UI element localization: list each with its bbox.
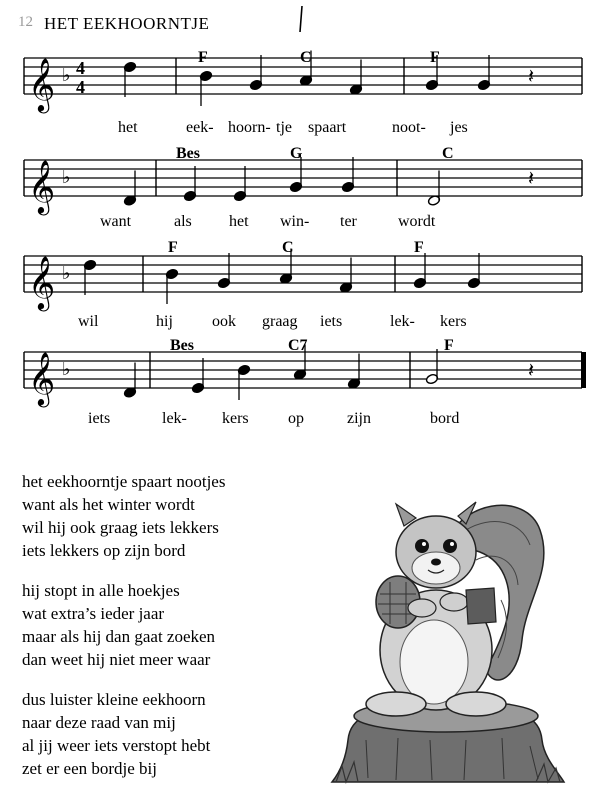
lyric-syllable: op — [288, 410, 304, 427]
verse-line: iets lekkers op zijn bord — [22, 541, 186, 560]
lyric-syllable: noot- — [392, 119, 426, 136]
key-signature-flat: ♭ — [62, 359, 71, 379]
lyric-syllable: ook — [212, 313, 236, 330]
lyric-syllable: hoorn- — [228, 119, 271, 136]
lyric-syllable: graag — [262, 313, 298, 330]
lyric-syllable: spaart — [308, 119, 347, 136]
chord-symbol: F — [168, 239, 178, 256]
pen-mark — [300, 6, 302, 32]
lyric-syllable: tje — [276, 119, 292, 136]
chord-symbol: C7 — [288, 337, 308, 354]
treble-clef: 𝄞 — [28, 257, 56, 308]
verse-line: dus luister kleine eekhoorn — [22, 690, 206, 709]
lyric-syllable: kers — [222, 410, 249, 427]
quarter-rest: 𝄽 — [528, 360, 535, 382]
key-signature-flat: ♭ — [62, 167, 71, 187]
chord-symbol: Bes — [170, 337, 194, 354]
song-title: HET EEKHOORNTJE — [44, 14, 210, 33]
lyric-syllable: lek- — [162, 410, 187, 427]
chord-symbol: F — [198, 49, 208, 66]
verse-line: maar als hij dan gaat zoeken — [22, 627, 216, 646]
quarter-rest: 𝄽 — [528, 66, 535, 88]
lyrics-text — [22, 470, 322, 797]
verse-line: al jij weer iets verstopt hebt — [22, 736, 211, 755]
lyric-syllable: als — [174, 213, 192, 230]
verse-line: hij stopt in alle hoekjes — [22, 581, 180, 600]
lyric-syllable: lek- — [390, 313, 415, 330]
lyric-syllable: want — [100, 213, 132, 230]
stanza — [22, 688, 322, 780]
lyric-syllable: kers — [440, 313, 467, 330]
chord-symbol: Bes — [176, 145, 200, 162]
chord-symbol: F — [444, 337, 454, 354]
lyric-syllable: iets — [88, 410, 111, 427]
lyric-syllable: ter — [340, 213, 357, 230]
lyric-syllable: bord — [430, 410, 460, 427]
lyric-syllable: zijn — [347, 410, 371, 427]
verse-line: naar deze raad van mij — [22, 713, 176, 732]
verse-line: want als het winter wordt — [22, 495, 195, 514]
quarter-rest: 𝄽 — [528, 168, 535, 190]
page-number: 12 — [18, 14, 33, 30]
final-barline — [581, 352, 586, 388]
key-signature-flat: ♭ — [62, 65, 71, 85]
stanza — [22, 470, 322, 562]
time-signature-top: 4 — [76, 58, 85, 78]
lyric-syllable: eek- — [186, 119, 214, 136]
chord-symbol: C — [282, 239, 294, 256]
lyric-syllable: het — [118, 119, 138, 136]
squirrel-illustration — [326, 490, 570, 788]
lyric-syllable: wil — [78, 313, 99, 330]
treble-clef: 𝄞 — [28, 353, 56, 404]
lyric-syllable: win- — [280, 213, 310, 230]
chord-symbol: C — [442, 145, 454, 162]
lyric-syllable: iets — [320, 313, 343, 330]
key-signature-flat: ♭ — [62, 263, 71, 283]
treble-clef: 𝄞 — [28, 161, 56, 212]
chord-symbol: F — [414, 239, 424, 256]
stanza — [22, 579, 322, 671]
time-signature-bottom: 4 — [76, 77, 85, 97]
verse-line: zet er een bordje bij — [22, 759, 157, 778]
lyric-syllable: het — [229, 213, 249, 230]
verse-line: wil hij ook graag iets lekkers — [22, 518, 219, 537]
lyric-syllable: wordt — [398, 213, 436, 230]
treble-clef: 𝄞 — [28, 59, 56, 110]
verse-line: dan weet hij niet meer waar — [22, 650, 211, 669]
lyric-syllable: hij — [156, 313, 173, 330]
chord-symbol: G — [290, 145, 303, 162]
verse-line: het eekhoorntje spaart nootjes — [22, 472, 226, 491]
chord-symbol: F — [430, 49, 440, 66]
chord-symbol: C — [300, 49, 312, 66]
verse-line: wat extra’s ieder jaar — [22, 604, 165, 623]
lyric-syllable: jes — [450, 119, 468, 136]
